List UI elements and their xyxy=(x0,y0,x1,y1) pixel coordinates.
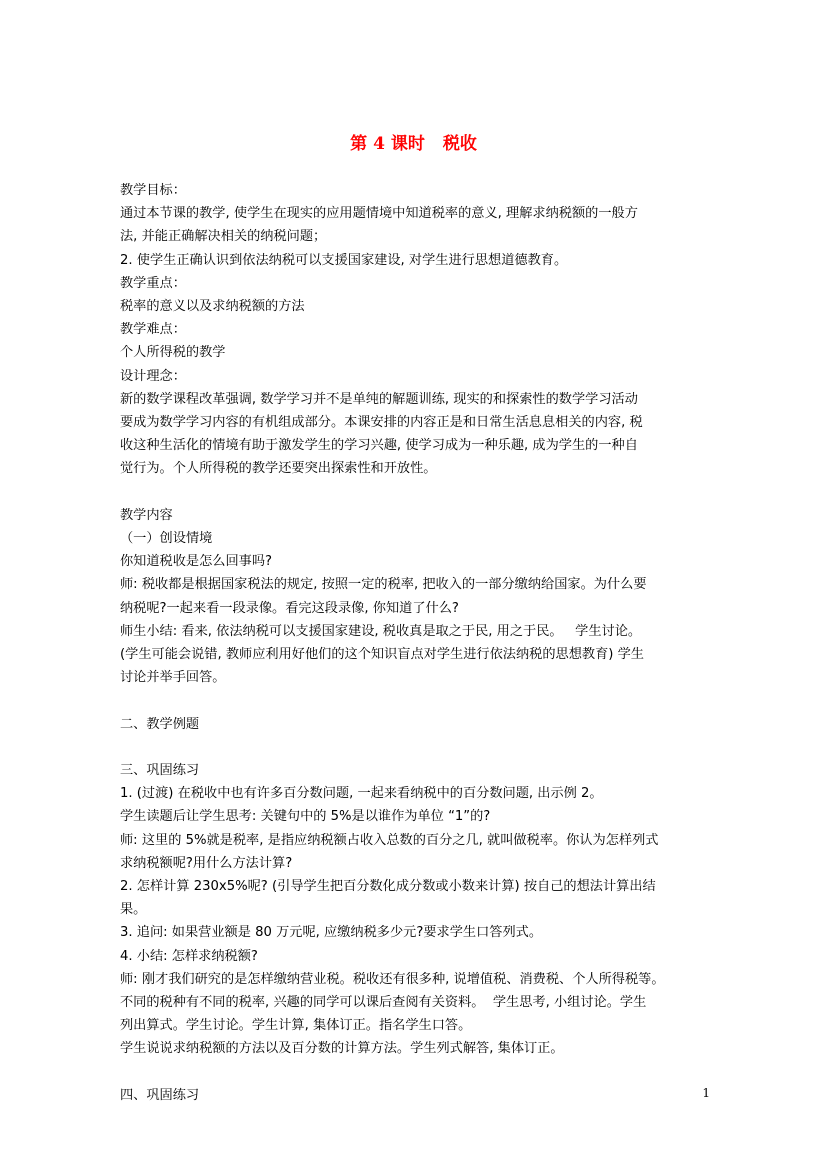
text-line: 4. 小结: 怎样求纳税额? xyxy=(120,948,258,964)
text-line: 师: 这里的 5%就是税率, 是指应纳税额占收入总数的百分之几, 就叫做税率。你认为怎样列式 xyxy=(120,832,659,848)
text-line: 教学重点： xyxy=(120,275,186,291)
text-line: 设计理念： xyxy=(120,368,186,384)
text-line: 讨论并举手回答。 xyxy=(120,670,226,686)
text-line: 要成为数学学习内容的有机组成部分。本课安排的内容正是和日常生活息息相关的内容, 税 xyxy=(120,415,643,431)
text-line: 教学难点： xyxy=(120,322,186,338)
text-line: 列出算式。学生讨论。学生计算, 集体订正。指名学生口答。 xyxy=(120,1018,472,1034)
text-line: 税率的意义以及求纳税额的方法 xyxy=(120,299,305,315)
blank-line xyxy=(120,1061,710,1084)
text-line: 教学目标： xyxy=(120,183,186,198)
text-line: 学生读题后让学生思考: 关键句中的 5%是以谁作为单位 “1”的? xyxy=(120,809,491,825)
text-line: 收这种生活化的情境有助于激发学生的学习兴趣, 使学习成为一种乐趣, 成为学生的一种自 xyxy=(120,438,638,454)
text-line: 师: 刚才我们研究的是怎样缴纳营业税。税收还有很多种, 说增值税、消费税、个人所得税等。 xyxy=(120,971,665,987)
text-line: （一）创设情境 xyxy=(120,531,213,547)
text-line: (学生可能会说错, 教师应利用好他们的这个知识盲点对学生进行依法纳税的思想教育) 学生 xyxy=(120,647,644,663)
blank-line xyxy=(120,689,710,712)
text-line: 求纳税额呢?用什么方法计算? xyxy=(120,855,293,871)
text-line: 1. (过渡) 在税收中也有许多百分数问题, 一起来看纳税中的百分数问题, 出示例 2。 xyxy=(120,786,603,802)
text-line: 法, 并能正确解决相关的纳税问题； xyxy=(120,229,327,245)
document-body xyxy=(120,179,710,1107)
text-line: 果。 xyxy=(120,902,147,918)
page-number: 1 xyxy=(702,1086,710,1100)
title-topic: 税收 xyxy=(442,134,477,154)
text-line: 2. 怎样计算 230x5%呢? (引导学生把百分数化成分数或小数来计算) 按自己的想法计算出结 xyxy=(120,879,656,895)
text-line: 教学内容 xyxy=(120,507,173,523)
text-line: 新的数学课程改革强调, 数学学习并不是单纯的解题训练, 现实的和探索性的数学学习活动 xyxy=(120,391,638,407)
blank-line xyxy=(120,736,710,759)
text-line: 个人所得税的教学 xyxy=(120,345,226,361)
text-line: 师生小结: 看来, 依法纳税可以支援国家建设, 税收真是取之于民, 用之于民。 学生讨论。 xyxy=(120,623,642,639)
text-line: 四、巩固练习 xyxy=(120,1087,200,1103)
text-line: 学生说说求纳税额的方法以及百分数的计算方法。学生列式解答, 集体订正。 xyxy=(120,1041,564,1057)
blank-line xyxy=(120,481,710,504)
text-line: 2. 使学生正确认识到依法纳税可以支援国家建设, 对学生进行思想道德教育。 xyxy=(120,252,568,268)
text-line: 三、巩固练习 xyxy=(120,763,200,779)
text-line: 师: 税收都是根据国家税法的规定, 按照一定的税率, 把收入的一部分缴纳给国家。为什么要 xyxy=(120,577,647,593)
text-line: 纳税呢?一起来看一段录像。看完这段录像, 你知道了什么? xyxy=(120,600,459,616)
text-line: 觉行为。个人所得税的教学还要突出探索性和开放性。 xyxy=(120,461,437,477)
text-line: 你知道税收是怎么回事吗? xyxy=(120,554,273,570)
text-line: 二、教学例题 xyxy=(120,716,200,732)
text-line: 3. 追问: 如果营业额是 80 万元呢, 应缴纳税多少元?要求学生口答列式。 xyxy=(120,925,543,941)
text-line: 通过本节课的教学, 使学生在现实的应用题情境中知道税率的意义, 理解求纳税额的一般方 xyxy=(120,206,638,222)
page-title xyxy=(0,129,827,154)
text-line: 不同的税种有不同的税率, 兴趣的同学可以课后查阅有关资料。 学生思考, 小组讨论。学生 xyxy=(120,995,647,1011)
title-lesson-number: 第 4 课时 xyxy=(350,134,425,154)
